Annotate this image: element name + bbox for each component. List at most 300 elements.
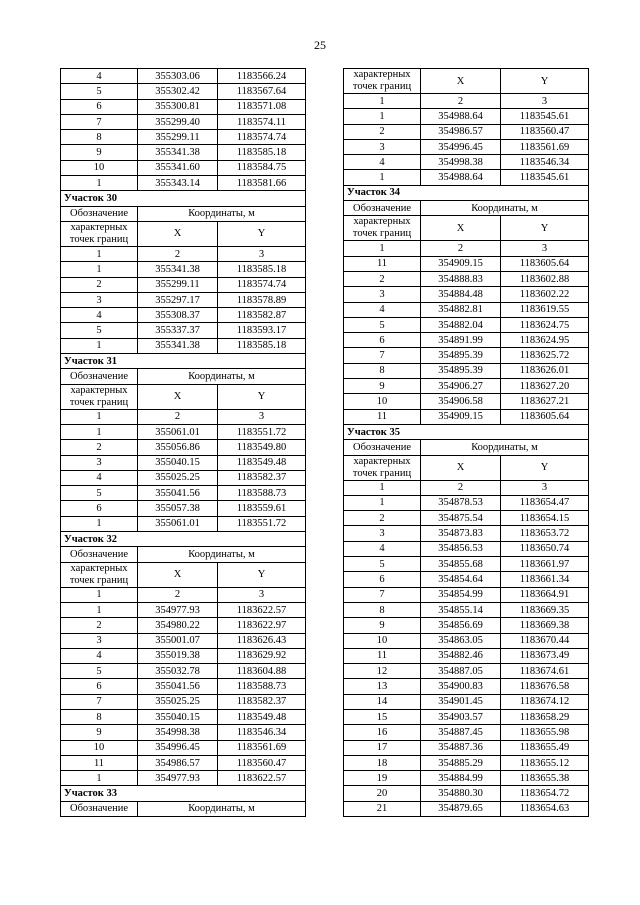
y-header: Y: [218, 562, 306, 587]
y-coordinate-cell: 1183559.61: [218, 501, 306, 516]
x-header: X: [138, 221, 218, 246]
x-coordinate-cell: 354903.57: [421, 709, 501, 724]
designation-header: Обозначение: [61, 801, 138, 816]
header-row: [61, 369, 306, 384]
char-points-header: характерных точек границ: [344, 69, 421, 94]
coordinate-row: [344, 709, 589, 724]
coordinate-row: [344, 256, 589, 271]
x-coordinate-cell: 354891.99: [421, 333, 501, 348]
section-row: [61, 786, 306, 801]
x-coordinate-cell: 354900.83: [421, 679, 501, 694]
x-coordinate-cell: 354875.54: [421, 511, 501, 526]
x-coordinate-cell: 354873.83: [421, 526, 501, 541]
x-coordinate-cell: 355040.15: [138, 455, 218, 470]
x-coordinate-cell: 354986.57: [138, 755, 218, 770]
point-number-cell: 4: [61, 308, 138, 323]
point-number-cell: 8: [61, 709, 138, 724]
x-coordinate-cell: 355302.42: [138, 84, 218, 99]
coordinate-row: [61, 664, 306, 679]
column-numbers-row: [344, 94, 589, 109]
x-coordinate-cell: 354977.93: [138, 602, 218, 617]
y-coordinate-cell: 1183566.24: [218, 69, 306, 84]
x-coordinate-cell: 355057.38: [138, 501, 218, 516]
column-numbers-row: [61, 587, 306, 602]
y-coordinate-cell: 1183655.98: [501, 725, 589, 740]
section-title: Участок 35: [344, 424, 589, 439]
point-number-cell: 4: [344, 155, 421, 170]
y-coordinate-cell: 1183588.73: [218, 486, 306, 501]
coordinates-header: Координаты, м: [138, 801, 306, 816]
coordinate-row: [344, 302, 589, 317]
point-number-cell: 5: [61, 486, 138, 501]
x-coordinate-cell: 354906.27: [421, 379, 501, 394]
header-row: [61, 221, 306, 246]
header-row: [61, 384, 306, 409]
coordinate-row: [344, 725, 589, 740]
point-number-cell: 5: [344, 557, 421, 572]
header-row: [61, 547, 306, 562]
coordinate-row: [61, 338, 306, 353]
x-coordinate-cell: 354888.83: [421, 271, 501, 286]
point-number-cell: 6: [61, 679, 138, 694]
coordinate-row: [61, 308, 306, 323]
coordinate-row: [61, 277, 306, 292]
y-header: Y: [218, 221, 306, 246]
header-row: [344, 216, 589, 241]
point-number-cell: 1: [344, 109, 421, 124]
coordinate-row: [61, 516, 306, 531]
designation-header: Обозначение: [61, 369, 138, 384]
x-coordinate-cell: 355056.86: [138, 440, 218, 455]
y-coordinate-cell: 1183545.61: [501, 170, 589, 185]
point-number-cell: 17: [344, 740, 421, 755]
y-coordinate-cell: 1183654.47: [501, 495, 589, 510]
coordinate-row: [344, 409, 589, 424]
x-coordinate-cell: 354855.68: [421, 557, 501, 572]
coordinate-row: [344, 109, 589, 124]
point-number-cell: 2: [61, 277, 138, 292]
x-coordinate-cell: 354885.29: [421, 755, 501, 770]
point-number-cell: 4: [61, 69, 138, 84]
point-number-cell: 2: [61, 440, 138, 455]
point-number-cell: 11: [344, 409, 421, 424]
designation-header: Обозначение: [61, 547, 138, 562]
x-coordinate-cell: 354996.45: [421, 139, 501, 154]
coordinate-row: [344, 541, 589, 556]
coordinate-row: [344, 679, 589, 694]
x-coordinate-cell: 354856.69: [421, 618, 501, 633]
char-points-header: характерных точек границ: [61, 562, 138, 587]
header-row: [61, 206, 306, 221]
section-row: [344, 185, 589, 200]
y-coordinate-cell: 1183622.57: [218, 771, 306, 786]
x-coordinate-cell: 355019.38: [138, 648, 218, 663]
section-title: Участок 34: [344, 185, 589, 200]
coordinate-row: [61, 470, 306, 485]
coordinate-row: [61, 755, 306, 770]
coordinate-row: [61, 633, 306, 648]
y-coordinate-cell: 1183654.72: [501, 786, 589, 801]
y-coordinate-cell: 1183626.01: [501, 363, 589, 378]
x-coordinate-cell: 354884.99: [421, 771, 501, 786]
y-coordinate-cell: 1183654.15: [501, 511, 589, 526]
point-number-cell: 2: [344, 271, 421, 286]
point-number-cell: 7: [344, 587, 421, 602]
y-coordinate-cell: 1183674.12: [501, 694, 589, 709]
point-number-cell: 3: [344, 287, 421, 302]
point-number-cell: 11: [61, 755, 138, 770]
point-number-cell: 6: [344, 333, 421, 348]
coordinate-row: [344, 602, 589, 617]
y-coordinate-cell: 1183581.66: [218, 176, 306, 191]
y-coordinate-cell: 1183661.34: [501, 572, 589, 587]
y-coordinate-cell: 1183602.88: [501, 271, 589, 286]
y-coordinate-cell: 1183624.75: [501, 317, 589, 332]
column-number-2: 2: [138, 587, 218, 602]
point-number-cell: 1: [344, 495, 421, 510]
x-coordinate-cell: 354882.46: [421, 648, 501, 663]
coordinate-row: [61, 323, 306, 338]
x-coordinate-cell: 355032.78: [138, 664, 218, 679]
column-number-3: 3: [501, 241, 589, 256]
y-coordinate-cell: 1183658.29: [501, 709, 589, 724]
coordinate-row: [344, 572, 589, 587]
x-header: X: [421, 216, 501, 241]
x-coordinate-cell: 355299.11: [138, 277, 218, 292]
coordinates-table-right: [343, 68, 589, 817]
column-number-2: 2: [421, 241, 501, 256]
y-coordinate-cell: 1183602.22: [501, 287, 589, 302]
x-coordinate-cell: 355061.01: [138, 516, 218, 531]
coordinate-row: [344, 786, 589, 801]
coordinate-row: [344, 287, 589, 302]
y-coordinate-cell: 1183670.44: [501, 633, 589, 648]
coordinate-row: [61, 725, 306, 740]
x-coordinate-cell: 354856.53: [421, 541, 501, 556]
x-coordinate-cell: 355341.38: [138, 262, 218, 277]
point-number-cell: 21: [344, 801, 421, 816]
x-coordinate-cell: 354887.36: [421, 740, 501, 755]
point-number-cell: 6: [61, 99, 138, 114]
y-coordinate-cell: 1183574.74: [218, 130, 306, 145]
point-number-cell: 18: [344, 755, 421, 770]
y-coordinate-cell: 1183655.49: [501, 740, 589, 755]
x-coordinate-cell: 355343.14: [138, 176, 218, 191]
point-number-cell: 5: [344, 317, 421, 332]
coordinate-row: [344, 124, 589, 139]
x-coordinate-cell: 354855.14: [421, 602, 501, 617]
y-header: Y: [501, 69, 589, 94]
coordinate-row: [61, 292, 306, 307]
coordinate-row: [61, 69, 306, 84]
coordinate-row: [344, 801, 589, 816]
y-coordinate-cell: 1183571.08: [218, 99, 306, 114]
point-number-cell: 8: [344, 363, 421, 378]
x-coordinate-cell: 354895.39: [421, 348, 501, 363]
column-number-1: 1: [344, 94, 421, 109]
y-coordinate-cell: 1183574.11: [218, 114, 306, 129]
y-coordinate-cell: 1183582.87: [218, 308, 306, 323]
x-coordinate-cell: 354977.93: [138, 771, 218, 786]
point-number-cell: 1: [344, 170, 421, 185]
y-coordinate-cell: 1183627.20: [501, 379, 589, 394]
header-row: [344, 69, 589, 94]
point-number-cell: 12: [344, 664, 421, 679]
coordinate-row: [61, 648, 306, 663]
y-coordinate-cell: 1183585.18: [218, 338, 306, 353]
coordinate-row: [344, 648, 589, 663]
coordinate-row: [61, 130, 306, 145]
coordinate-row: [61, 114, 306, 129]
coordinate-row: [344, 170, 589, 185]
x-coordinate-cell: 355303.06: [138, 69, 218, 84]
y-header: Y: [501, 216, 589, 241]
designation-header: Обозначение: [61, 206, 138, 221]
coordinate-row: [344, 363, 589, 378]
section-title: Участок 31: [61, 354, 306, 369]
column-numbers-row: [61, 409, 306, 424]
point-number-cell: 1: [61, 176, 138, 191]
section-row: [61, 191, 306, 206]
coordinate-row: [61, 424, 306, 439]
x-coordinate-cell: 354998.38: [138, 725, 218, 740]
coordinate-row: [61, 84, 306, 99]
header-row: [61, 562, 306, 587]
point-number-cell: 9: [61, 725, 138, 740]
coordinate-row: [61, 176, 306, 191]
y-coordinate-cell: 1183654.63: [501, 801, 589, 816]
point-number-cell: 11: [344, 648, 421, 663]
point-number-cell: 6: [344, 572, 421, 587]
point-number-cell: 2: [344, 124, 421, 139]
column-number-1: 1: [344, 480, 421, 495]
x-header: X: [421, 69, 501, 94]
y-coordinate-cell: 1183551.72: [218, 516, 306, 531]
y-coordinate-cell: 1183619.55: [501, 302, 589, 317]
point-number-cell: 4: [344, 302, 421, 317]
column-number-1: 1: [61, 246, 138, 261]
y-coordinate-cell: 1183582.37: [218, 694, 306, 709]
point-number-cell: 4: [61, 470, 138, 485]
point-number-cell: 1: [61, 262, 138, 277]
section-row: [61, 532, 306, 547]
coordinate-row: [344, 526, 589, 541]
coordinate-row: [344, 271, 589, 286]
x-coordinate-cell: 355341.38: [138, 145, 218, 160]
y-coordinate-cell: 1183627.21: [501, 394, 589, 409]
coordinate-row: [61, 679, 306, 694]
x-coordinate-cell: 354887.45: [421, 725, 501, 740]
coordinate-row: [344, 755, 589, 770]
x-coordinate-cell: 354901.45: [421, 694, 501, 709]
y-coordinate-cell: 1183584.75: [218, 160, 306, 175]
point-number-cell: 6: [61, 501, 138, 516]
x-coordinate-cell: 355025.25: [138, 470, 218, 485]
y-coordinate-cell: 1183582.37: [218, 470, 306, 485]
section-row: [61, 354, 306, 369]
point-number-cell: 1: [61, 771, 138, 786]
page-number: 25: [314, 38, 326, 52]
y-coordinate-cell: 1183605.64: [501, 409, 589, 424]
y-coordinate-cell: 1183549.48: [218, 455, 306, 470]
x-coordinate-cell: 354986.57: [421, 124, 501, 139]
coordinate-row: [344, 740, 589, 755]
coordinate-row: [344, 618, 589, 633]
point-number-cell: 11: [344, 256, 421, 271]
x-coordinate-cell: 354880.30: [421, 786, 501, 801]
point-number-cell: 2: [344, 511, 421, 526]
y-coordinate-cell: 1183655.38: [501, 771, 589, 786]
char-points-header: характерных точек границ: [344, 216, 421, 241]
point-number-cell: 4: [344, 541, 421, 556]
y-header: Y: [501, 455, 589, 480]
x-coordinate-cell: 354996.45: [138, 740, 218, 755]
y-coordinate-cell: 1183650.74: [501, 541, 589, 556]
column-number-3: 3: [501, 94, 589, 109]
column-numbers-row: [61, 246, 306, 261]
section-row: [344, 424, 589, 439]
x-coordinate-cell: 355001.07: [138, 633, 218, 648]
coordinates-header: Координаты, м: [138, 547, 306, 562]
coordinate-row: [61, 99, 306, 114]
x-coordinate-cell: 354909.15: [421, 256, 501, 271]
y-coordinate-cell: 1183588.73: [218, 679, 306, 694]
column-number-2: 2: [138, 246, 218, 261]
y-coordinate-cell: 1183624.95: [501, 333, 589, 348]
x-coordinate-cell: 354863.05: [421, 633, 501, 648]
coordinate-row: [61, 709, 306, 724]
point-number-cell: 9: [344, 618, 421, 633]
x-coordinate-cell: 355341.38: [138, 338, 218, 353]
coordinate-row: [61, 145, 306, 160]
column-numbers-row: [344, 241, 589, 256]
y-coordinate-cell: 1183626.43: [218, 633, 306, 648]
y-coordinate-cell: 1183560.47: [501, 124, 589, 139]
x-coordinate-cell: 355061.01: [138, 424, 218, 439]
point-number-cell: 9: [344, 379, 421, 394]
coordinate-row: [61, 694, 306, 709]
y-coordinate-cell: 1183676.58: [501, 679, 589, 694]
header-row: [61, 801, 306, 816]
x-coordinate-cell: 355337.37: [138, 323, 218, 338]
y-coordinate-cell: 1183622.97: [218, 618, 306, 633]
y-coordinate-cell: 1183546.34: [501, 155, 589, 170]
y-coordinate-cell: 1183545.61: [501, 109, 589, 124]
coordinate-row: [344, 587, 589, 602]
y-coordinate-cell: 1183605.64: [501, 256, 589, 271]
y-coordinate-cell: 1183560.47: [218, 755, 306, 770]
column-number-3: 3: [218, 409, 306, 424]
y-coordinate-cell: 1183546.34: [218, 725, 306, 740]
char-points-header: характерных точек границ: [61, 221, 138, 246]
point-number-cell: 1: [61, 338, 138, 353]
x-coordinate-cell: 355041.56: [138, 486, 218, 501]
coordinate-row: [61, 455, 306, 470]
x-coordinate-cell: 355300.81: [138, 99, 218, 114]
point-number-cell: 1: [61, 424, 138, 439]
y-coordinate-cell: 1183585.18: [218, 145, 306, 160]
x-coordinate-cell: 354854.99: [421, 587, 501, 602]
x-coordinate-cell: 354882.81: [421, 302, 501, 317]
y-coordinate-cell: 1183593.17: [218, 323, 306, 338]
x-coordinate-cell: 354895.39: [421, 363, 501, 378]
section-title: Участок 30: [61, 191, 306, 206]
x-coordinate-cell: 354998.38: [421, 155, 501, 170]
point-number-cell: 15: [344, 709, 421, 724]
y-coordinate-cell: 1183661.97: [501, 557, 589, 572]
coordinate-row: [344, 348, 589, 363]
point-number-cell: 10: [344, 633, 421, 648]
column-number-3: 3: [501, 480, 589, 495]
x-coordinate-cell: 354878.53: [421, 495, 501, 510]
point-number-cell: 1: [61, 516, 138, 531]
point-number-cell: 5: [61, 323, 138, 338]
coordinate-row: [344, 333, 589, 348]
point-number-cell: 14: [344, 694, 421, 709]
y-coordinate-cell: 1183561.69: [218, 740, 306, 755]
column-number-1: 1: [344, 241, 421, 256]
y-coordinate-cell: 1183629.92: [218, 648, 306, 663]
x-coordinate-cell: 354906.58: [421, 394, 501, 409]
x-coordinate-cell: 355299.11: [138, 130, 218, 145]
coordinates-header: Координаты, м: [138, 206, 306, 221]
x-coordinate-cell: 354988.64: [421, 170, 501, 185]
coordinate-row: [61, 440, 306, 455]
y-coordinate-cell: 1183604.88: [218, 664, 306, 679]
column-number-2: 2: [421, 480, 501, 495]
coordinate-row: [344, 495, 589, 510]
point-number-cell: 3: [344, 526, 421, 541]
coordinate-row: [344, 379, 589, 394]
y-coordinate-cell: 1183578.89: [218, 292, 306, 307]
point-number-cell: 7: [344, 348, 421, 363]
point-number-cell: 5: [61, 84, 138, 99]
point-number-cell: 7: [61, 114, 138, 129]
y-coordinate-cell: 1183567.64: [218, 84, 306, 99]
coordinate-row: [61, 602, 306, 617]
y-coordinate-cell: 1183669.35: [501, 602, 589, 617]
coordinates-table-left: [60, 68, 306, 817]
point-number-cell: 20: [344, 786, 421, 801]
coordinate-row: [61, 771, 306, 786]
x-coordinate-cell: 354879.65: [421, 801, 501, 816]
char-points-header: характерных точек границ: [61, 384, 138, 409]
x-coordinate-cell: 355299.40: [138, 114, 218, 129]
point-number-cell: 3: [61, 292, 138, 307]
column-number-2: 2: [138, 409, 218, 424]
coordinate-row: [344, 394, 589, 409]
coordinate-row: [61, 618, 306, 633]
coordinate-row: [344, 557, 589, 572]
point-number-cell: 3: [61, 455, 138, 470]
header-row: [344, 455, 589, 480]
y-coordinate-cell: 1183622.57: [218, 602, 306, 617]
coordinate-row: [61, 740, 306, 755]
point-number-cell: 8: [61, 130, 138, 145]
header-row: [344, 201, 589, 216]
column-number-3: 3: [218, 246, 306, 261]
y-coordinate-cell: 1183549.48: [218, 709, 306, 724]
x-header: X: [421, 455, 501, 480]
point-number-cell: 9: [61, 145, 138, 160]
coordinate-row: [61, 160, 306, 175]
y-header: Y: [218, 384, 306, 409]
y-coordinate-cell: 1183574.74: [218, 277, 306, 292]
x-coordinate-cell: 354854.64: [421, 572, 501, 587]
x-coordinate-cell: 355297.17: [138, 292, 218, 307]
y-coordinate-cell: 1183664.91: [501, 587, 589, 602]
point-number-cell: 3: [61, 633, 138, 648]
